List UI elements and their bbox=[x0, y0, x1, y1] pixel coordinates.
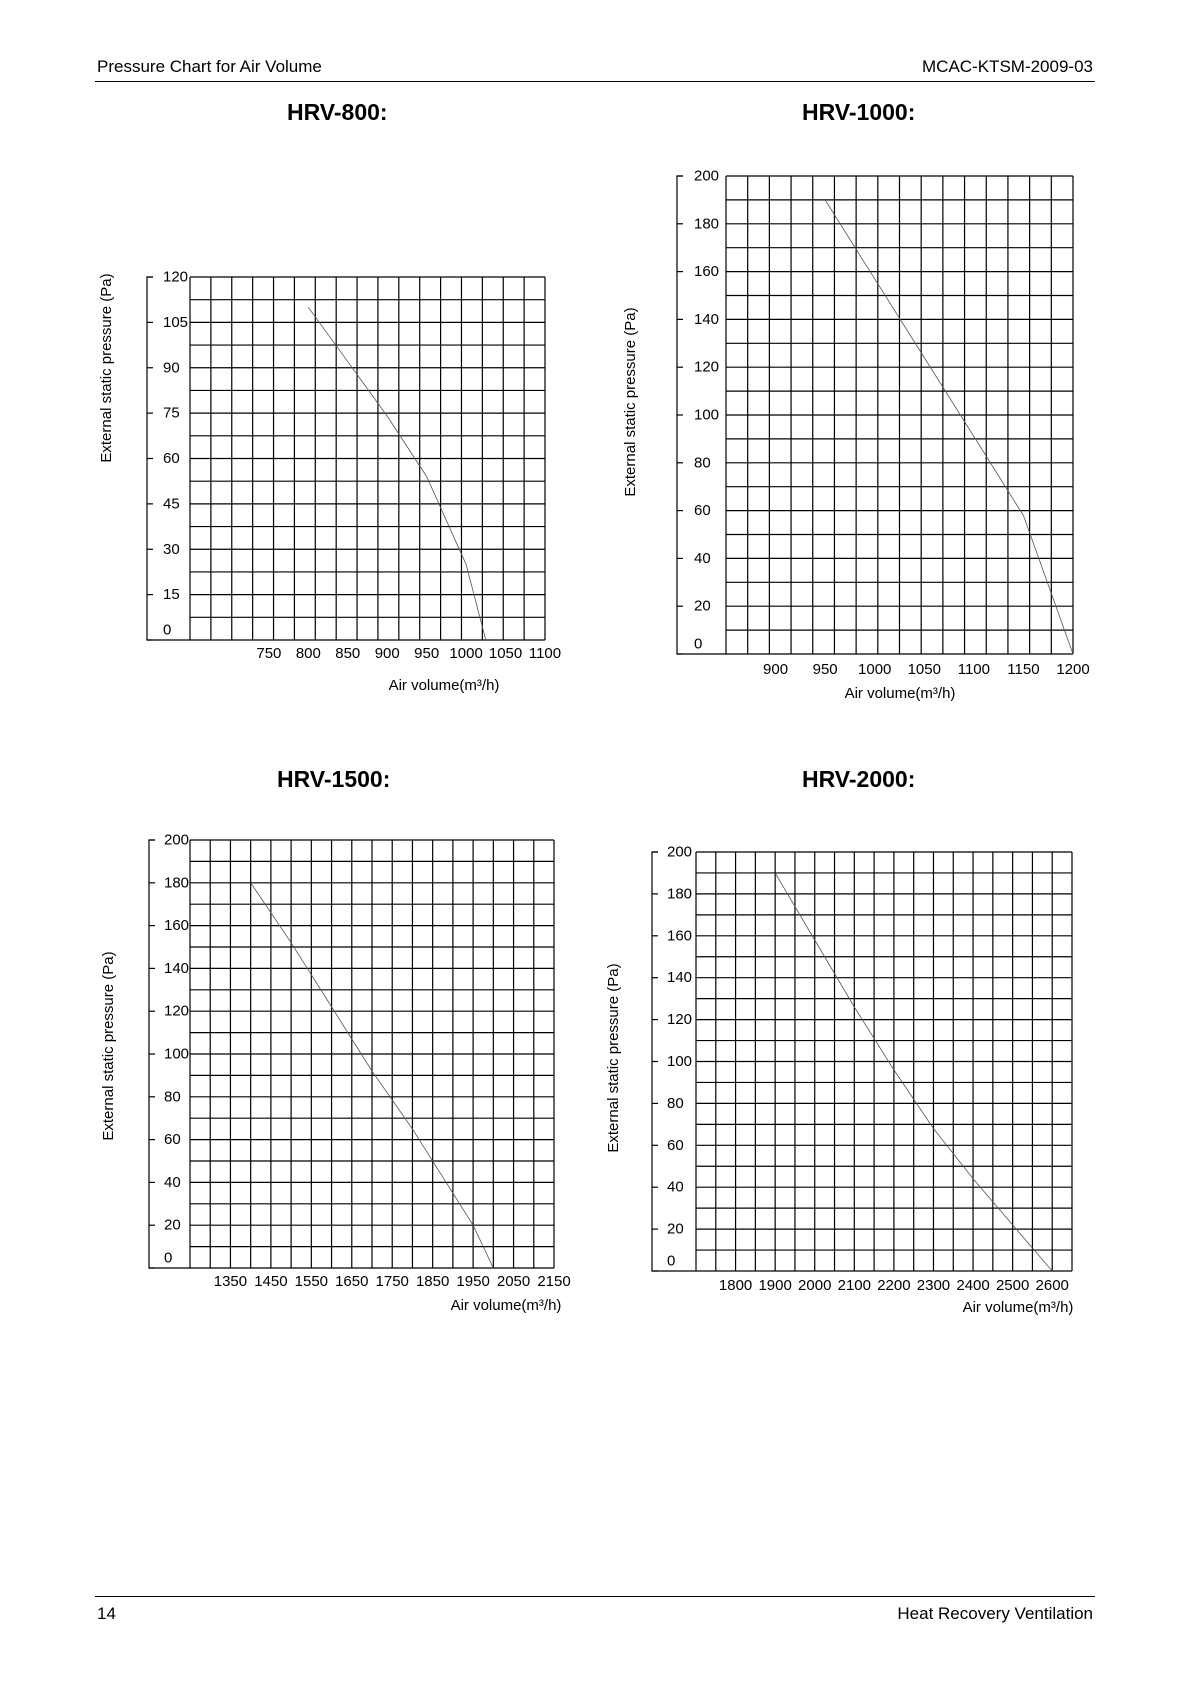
y-tick-label: 60 bbox=[164, 1131, 181, 1149]
footer-rule bbox=[95, 1596, 1095, 1597]
x-tick-label: 1450 bbox=[254, 1273, 288, 1290]
x-tick-label: 1100 bbox=[957, 661, 990, 678]
y-tick-label: 100 bbox=[667, 1053, 693, 1070]
y-tick-label: 30 bbox=[163, 540, 180, 558]
x-tick-label: 2050 bbox=[496, 1273, 531, 1290]
y-tick-label: 105 bbox=[163, 313, 189, 331]
x-tick-label: 2100 bbox=[837, 1277, 872, 1294]
y-tick-label: 160 bbox=[694, 263, 720, 281]
pressure-curve-line bbox=[825, 200, 1073, 654]
x-tick-label: 1800 bbox=[718, 1277, 753, 1294]
x-tick-label: 2000 bbox=[798, 1277, 832, 1294]
y-tick-label: 120 bbox=[667, 1011, 693, 1029]
y-tick-label: 100 bbox=[694, 406, 720, 424]
x-tick-label: 900 bbox=[374, 645, 400, 662]
y-tick-label: 80 bbox=[694, 454, 711, 472]
x-tick-label: 2500 bbox=[995, 1277, 1030, 1294]
x-tick-label: 850 bbox=[335, 645, 361, 662]
y-tick-label: 15 bbox=[163, 586, 180, 604]
y-tick-label: 140 bbox=[164, 959, 190, 977]
x-tick-label: 1000 bbox=[449, 645, 483, 662]
y-tick-label: 180 bbox=[667, 885, 693, 903]
x-tick-label: 2300 bbox=[916, 1277, 951, 1294]
y-tick-label: 160 bbox=[667, 927, 693, 945]
y-tick-label: 60 bbox=[694, 502, 711, 520]
x-tick-label: 950 bbox=[812, 661, 838, 678]
y-tick-label: 0 bbox=[164, 1249, 173, 1267]
y-tick-label: 140 bbox=[667, 969, 693, 987]
document-header-title: Pressure Chart for Air Volume bbox=[97, 57, 322, 76]
x-tick-label: 1100 bbox=[528, 645, 562, 662]
y-tick-label: 0 bbox=[163, 621, 172, 639]
y-tick-label: 20 bbox=[164, 1216, 181, 1234]
chart-title-hrv-1500: HRV-1500: bbox=[277, 766, 391, 792]
page-number: 14 bbox=[97, 1604, 116, 1623]
y-axis-title: External static pressure (Pa) bbox=[622, 307, 639, 497]
y-tick-label: 40 bbox=[694, 549, 711, 567]
y-tick-label: 0 bbox=[694, 635, 703, 653]
y-tick-label: 80 bbox=[164, 1088, 181, 1106]
y-axis-title: External static pressure (Pa) bbox=[100, 951, 117, 1141]
x-tick-label: 1650 bbox=[335, 1273, 369, 1290]
x-tick-label: 1350 bbox=[213, 1273, 248, 1290]
x-tick-label: 900 bbox=[763, 661, 789, 678]
x-tick-label: 2200 bbox=[877, 1277, 911, 1294]
x-tick-label: 1550 bbox=[294, 1273, 329, 1290]
y-tick-label: 20 bbox=[667, 1220, 684, 1238]
x-tick-label: 2150 bbox=[537, 1273, 571, 1290]
x-tick-label: 2400 bbox=[956, 1277, 990, 1294]
y-tick-label: 40 bbox=[667, 1178, 684, 1196]
x-tick-label: 1050 bbox=[907, 661, 941, 678]
x-tick-label: 1150 bbox=[1007, 661, 1040, 678]
x-axis-title: Air volume(m³/h) bbox=[450, 1297, 562, 1314]
x-tick-label: 1750 bbox=[375, 1273, 409, 1290]
chart-title-hrv-2000: HRV-2000: bbox=[802, 766, 916, 792]
y-tick-label: 20 bbox=[694, 597, 711, 615]
y-tick-label: 60 bbox=[667, 1136, 684, 1154]
x-axis-title: Air volume(m³/h) bbox=[962, 1299, 1074, 1316]
y-tick-label: 160 bbox=[164, 917, 190, 935]
y-tick-label: 200 bbox=[164, 831, 190, 849]
y-tick-label: 120 bbox=[694, 358, 720, 376]
x-tick-label: 2600 bbox=[1035, 1277, 1069, 1294]
x-tick-label: 800 bbox=[295, 645, 321, 662]
y-axis-title: External static pressure (Pa) bbox=[605, 963, 622, 1153]
x-tick-label: 1900 bbox=[758, 1277, 792, 1294]
y-tick-label: 45 bbox=[163, 495, 180, 513]
y-tick-label: 120 bbox=[164, 1002, 190, 1020]
footer-section: Heat Recovery Ventilation bbox=[897, 1604, 1093, 1623]
y-tick-label: 100 bbox=[164, 1045, 190, 1063]
y-axis-title: External static pressure (Pa) bbox=[98, 273, 115, 463]
pressure-curve-line bbox=[308, 307, 486, 640]
y-tick-label: 90 bbox=[163, 359, 180, 377]
y-tick-label: 180 bbox=[164, 874, 190, 892]
x-tick-label: 1000 bbox=[858, 661, 892, 678]
y-tick-label: 40 bbox=[164, 1173, 181, 1191]
y-tick-label: 180 bbox=[694, 215, 720, 233]
y-tick-label: 0 bbox=[667, 1252, 676, 1270]
x-tick-label: 1850 bbox=[415, 1273, 450, 1290]
y-tick-label: 60 bbox=[163, 450, 180, 467]
y-tick-label: 200 bbox=[667, 843, 693, 861]
x-axis-title: Air volume(m³/h) bbox=[388, 677, 500, 694]
document-code: MCAC-KTSM-2009-03 bbox=[922, 57, 1093, 76]
y-tick-label: 140 bbox=[694, 310, 720, 328]
y-tick-label: 80 bbox=[667, 1094, 684, 1112]
x-tick-label: 1950 bbox=[456, 1273, 490, 1290]
x-tick-label: 1050 bbox=[488, 645, 523, 662]
chart-title-hrv-1000: HRV-1000: bbox=[802, 99, 916, 125]
x-tick-label: 950 bbox=[414, 645, 440, 662]
chart-title-hrv-800: HRV-800: bbox=[287, 99, 388, 125]
x-axis-title: Air volume(m³/h) bbox=[844, 685, 956, 702]
x-tick-label: 1200 bbox=[1056, 661, 1090, 678]
x-tick-label: 750 bbox=[256, 645, 282, 662]
y-tick-label: 75 bbox=[163, 404, 180, 422]
y-tick-label: 120 bbox=[163, 268, 189, 286]
y-tick-label: 200 bbox=[694, 167, 720, 185]
